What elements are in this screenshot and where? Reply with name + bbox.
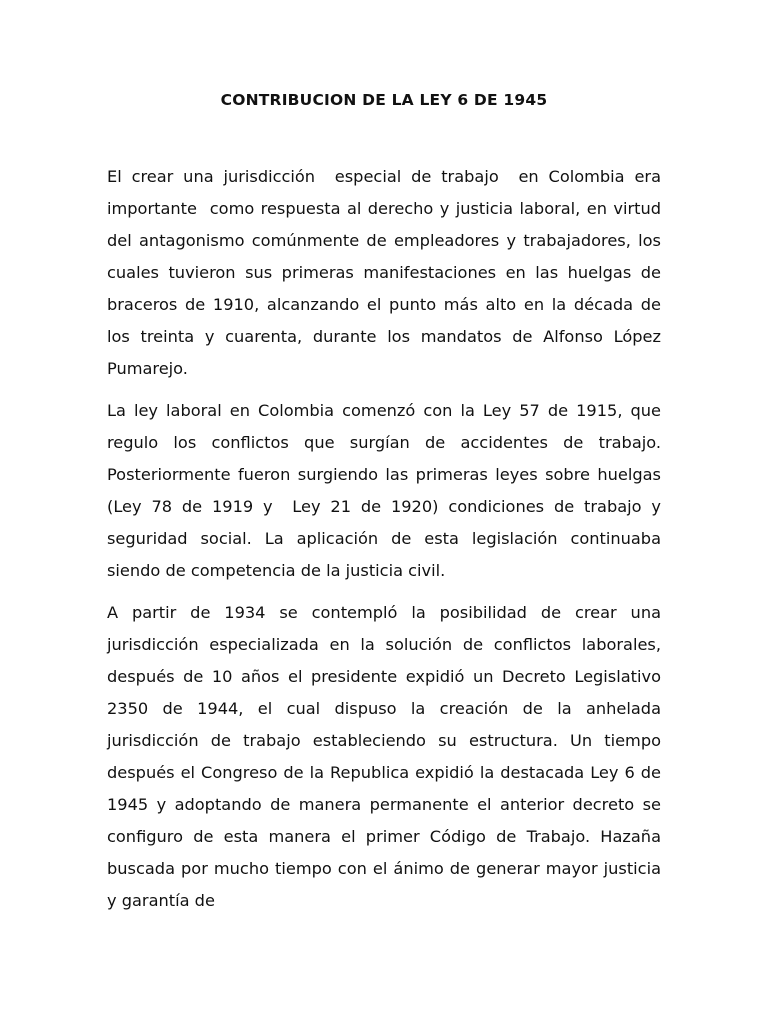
- paragraph-3: A partir de 1934 se contempló la posibilidad de crear una jurisdicción especializada en la solución de conflictos laborales, después de 10 años el presidente expidió un Decreto Legislativo 2350 de 1944, el cual dispuso la creación de la anhelada jurisdicción de trabajo estableciendo su estructura. Un tiempo después el Congreso de la Republica expidió la destacada Ley 6 de 1945 y adoptando de manera permanente el anterior decreto se configuro de esta manera el primer Código de Trabajo. Hazaña buscada por mucho tiempo con el ánimo de generar mayor justicia y garantía de: [107, 603, 667, 910]
- document-title: CONTRIBUCION DE LA LEY 6 DE 1945: [220, 91, 548, 109]
- paragraph-1: El crear una jurisdicción especial de trabajo en Colombia era importante como respuesta al derecho y justicia laboral, en virtud del antagonismo comúnmente de empleadores y trabajadores, los cuales tuvieron sus primeras manifestaciones en las huelgas de braceros de 1910, alcanzando el punto más alto en la década de los treinta y cuarenta, durante los mandatos de Alfonso López Pumarejo.: [107, 167, 667, 378]
- paragraph-2: La ley laboral en Colombia comenzó con la Ley 57 de 1915, que regulo los conflictos que surgían de accidentes de trabajo. Posteriormente fueron surgiendo las primeras leyes sobre huelgas (Ley 78 de 1919 y Ley 21 de 1920) condiciones de trabajo y seguridad social. La aplicación de esta legislación continuaba siendo de competencia de la justicia civil.: [107, 401, 667, 580]
- document-body: [107, 161, 667, 927]
